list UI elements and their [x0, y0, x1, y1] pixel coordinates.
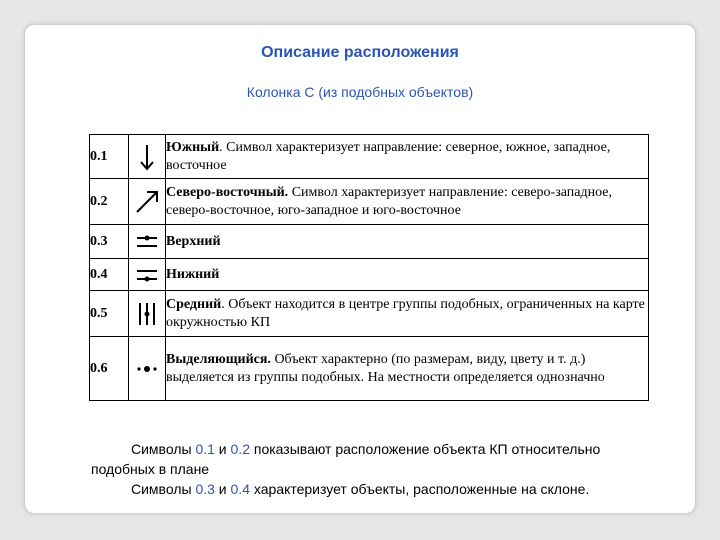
table-row	[90, 259, 649, 291]
note-code: 0.1	[195, 441, 215, 457]
notes	[91, 439, 651, 499]
note-text: и	[214, 481, 231, 497]
row-text: . Объект находится в центре группы подобных, ограниченных на карте окружностью КП	[166, 296, 645, 330]
row-code: 0.5	[90, 291, 129, 337]
table-row	[90, 337, 649, 401]
note-text: Символы	[131, 441, 196, 457]
note-code: 0.4	[230, 481, 250, 497]
note-text: и	[214, 441, 231, 457]
row-description	[166, 337, 649, 401]
note-line	[91, 479, 651, 499]
table-row	[90, 291, 649, 337]
row-description	[166, 259, 649, 291]
lower-icon	[129, 259, 166, 291]
row-name: Выделяющийся.	[166, 351, 271, 367]
note-code: 0.2	[230, 441, 250, 457]
arrow-diagonal-icon	[129, 179, 166, 225]
note-line	[91, 439, 651, 479]
row-code: 0.6	[90, 337, 129, 401]
row-name: Нижний	[166, 266, 220, 282]
symbols-table	[89, 134, 649, 401]
row-name: Верхний	[166, 233, 221, 249]
table-row	[90, 225, 649, 259]
row-code: 0.4	[90, 259, 129, 291]
row-description	[166, 135, 649, 179]
row-code: 0.3	[90, 225, 129, 259]
row-text: Объект характерно (по размерам, виду, цвету и т. д.) выделяется из группы подобных. На местности определяется однозначно	[166, 351, 605, 385]
page-subtitle: Колонка С (из подобных объектов)	[246, 84, 474, 100]
row-text: Символ характеризует направление: северо-западное, северо-восточное, юго-западное и юго-восточное	[166, 184, 612, 218]
note-text: показывают расположение объекта КП относительно подобных в плане	[91, 441, 601, 477]
middle-icon	[129, 291, 166, 337]
note-text: характеризует объекты, расположенные на склоне.	[249, 481, 590, 497]
note-text: Символы	[131, 481, 196, 497]
arrow-down-icon	[129, 135, 166, 179]
distinct-icon	[129, 337, 166, 401]
row-name: Средний	[166, 296, 222, 312]
note-code: 0.3	[195, 481, 215, 497]
upper-icon	[129, 225, 166, 259]
row-name: Северо-восточный.	[166, 184, 289, 200]
row-code: 0.2	[90, 179, 129, 225]
row-text: . Символ характеризует направление: северное, южное, западное, восточное	[166, 139, 611, 173]
page-title: Описание расположения	[261, 44, 459, 61]
table-row	[90, 179, 649, 225]
row-description	[166, 291, 649, 337]
row-description	[166, 225, 649, 259]
row-name: Южный	[166, 139, 220, 155]
slide	[24, 24, 696, 514]
row-code: 0.1	[90, 135, 129, 179]
row-description	[166, 179, 649, 225]
table-row	[90, 135, 649, 179]
